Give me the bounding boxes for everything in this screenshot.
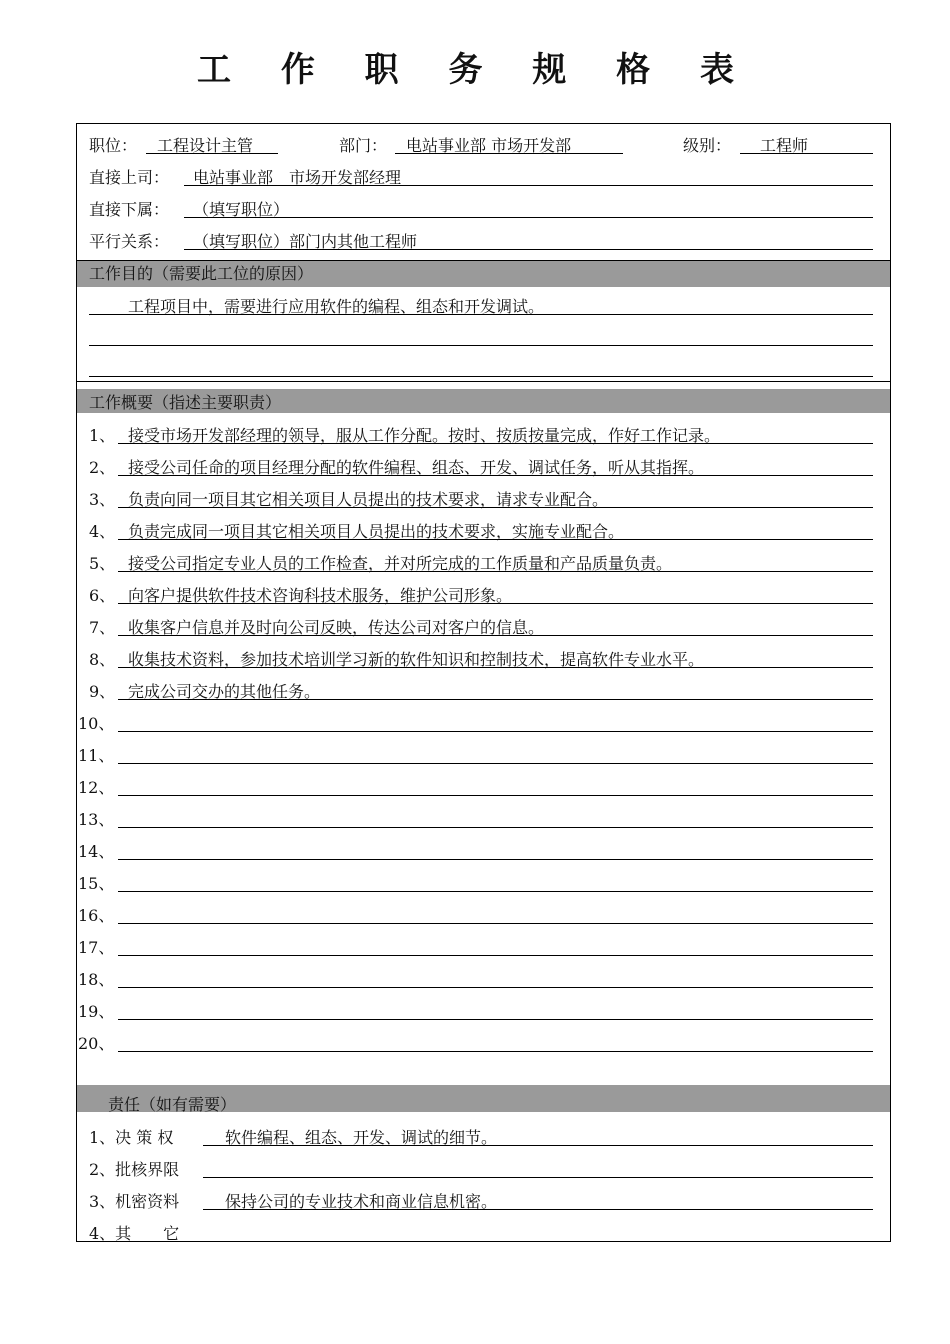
responsibility-text: 软件编程、组态、开发、调试的细节。 bbox=[225, 1128, 498, 1147]
duty-line bbox=[118, 795, 873, 796]
duty-number: 7、 bbox=[89, 618, 116, 637]
dept-value: 电站事业部 市场开发部 bbox=[406, 136, 572, 155]
duty-line bbox=[118, 987, 873, 988]
duty-line bbox=[118, 699, 873, 700]
duty-text: 负责完成同一项目其它相关项目人员提出的技术要求，实施专业配合。 bbox=[128, 522, 625, 541]
responsibility-label: 1、决 策 权 bbox=[89, 1128, 174, 1147]
duty-line bbox=[118, 571, 873, 572]
purpose-line bbox=[89, 345, 873, 346]
responsibility-label: 2、批核界限 bbox=[89, 1160, 180, 1179]
subordinate-underline bbox=[184, 217, 873, 218]
duty-number: 13、 bbox=[78, 810, 115, 829]
duty-number: 8、 bbox=[89, 650, 116, 669]
responsibility-line bbox=[203, 1177, 873, 1178]
superior-value: 电站事业部 市场开发部经理 bbox=[193, 168, 402, 187]
responsibility-label: 3、机密资料 bbox=[89, 1192, 180, 1211]
position-value: 工程设计主管 bbox=[157, 136, 254, 155]
duty-line bbox=[118, 827, 873, 828]
parallel-label: 平行关系： bbox=[89, 232, 170, 251]
responsibility-header: 责任（如有需要） bbox=[108, 1095, 237, 1114]
dept-label: 部门： bbox=[339, 136, 388, 155]
duty-number: 16、 bbox=[78, 906, 115, 925]
superior-underline bbox=[184, 185, 873, 186]
responsibility-label: 4、其 它 bbox=[89, 1224, 180, 1243]
duty-text: 收集技术资料，参加技术培训学习新的软件知识和控制技术，提高软件专业水平。 bbox=[128, 650, 705, 669]
duty-number: 3、 bbox=[89, 490, 116, 509]
duty-number: 14、 bbox=[78, 842, 115, 861]
summary-header: 工作概要（指述主要职责） bbox=[89, 393, 282, 412]
duty-number: 4、 bbox=[89, 522, 116, 541]
duty-number: 20、 bbox=[78, 1034, 115, 1053]
duty-line bbox=[118, 731, 873, 732]
duty-line bbox=[118, 539, 873, 540]
subordinate-value: （填写职位） bbox=[193, 200, 290, 219]
duty-line bbox=[118, 507, 873, 508]
duty-line bbox=[118, 1019, 873, 1020]
duty-line bbox=[118, 475, 873, 476]
dept-underline bbox=[395, 153, 623, 154]
duty-line bbox=[118, 763, 873, 764]
responsibility-line bbox=[203, 1145, 873, 1146]
parallel-value: （填写职位）部门内其他工程师 bbox=[193, 232, 418, 251]
duty-number: 1、 bbox=[89, 426, 116, 445]
duty-text: 接受公司指定专业人员的工作检查，并对所完成的工作质量和产品质量负责。 bbox=[128, 554, 673, 573]
subordinate-label: 直接下属： bbox=[89, 200, 170, 219]
duty-text: 完成公司交办的其他任务。 bbox=[128, 682, 321, 701]
duty-line bbox=[118, 667, 873, 668]
superior-label: 直接上司： bbox=[89, 168, 170, 187]
level-value: 工程师 bbox=[760, 136, 809, 155]
duty-number: 19、 bbox=[78, 1002, 115, 1021]
duty-number: 5、 bbox=[89, 554, 116, 573]
divider bbox=[76, 381, 891, 382]
duty-number: 6、 bbox=[89, 586, 116, 605]
duty-number: 11、 bbox=[78, 746, 115, 765]
duty-number: 17、 bbox=[78, 938, 115, 957]
duty-line bbox=[118, 1051, 873, 1052]
duty-line bbox=[118, 603, 873, 604]
duty-number: 10、 bbox=[78, 714, 115, 733]
purpose-line bbox=[89, 376, 873, 377]
duty-line bbox=[118, 891, 873, 892]
purpose-line bbox=[89, 314, 873, 315]
duty-text: 向客户提供软件技术咨询科技术服务，维护公司形象。 bbox=[128, 586, 513, 605]
level-label: 级别： bbox=[683, 136, 732, 155]
duty-line bbox=[118, 955, 873, 956]
responsibility-text: 保持公司的专业技术和商业信息机密。 bbox=[225, 1192, 498, 1211]
duty-number: 18、 bbox=[78, 970, 115, 989]
parallel-underline bbox=[184, 249, 873, 250]
duty-line bbox=[118, 635, 873, 636]
duty-text: 收集客户信息并及时向公司反映，传达公司对客户的信息。 bbox=[128, 618, 545, 637]
page-title: 工 作 职 务 规 格 表 bbox=[196, 50, 754, 90]
duty-line bbox=[118, 443, 873, 444]
duty-number: 9、 bbox=[89, 682, 116, 701]
responsibility-line bbox=[203, 1241, 873, 1242]
duty-text: 接受市场开发部经理的领导，服从工作分配。按时、按质按量完成，作好工作记录。 bbox=[128, 426, 721, 445]
duty-number: 15、 bbox=[78, 874, 115, 893]
position-label: 职位： bbox=[89, 136, 138, 155]
responsibility-line bbox=[203, 1209, 873, 1210]
duty-text: 接受公司任命的项目经理分配的软件编程、组态、开发、调试任务，听从其指挥。 bbox=[128, 458, 705, 477]
purpose-header: 工作目的（需要此工位的原因） bbox=[89, 264, 314, 283]
duty-line bbox=[118, 923, 873, 924]
purpose-text: 工程项目中，需要进行应用软件的编程、组态和开发调试。 bbox=[128, 297, 545, 316]
duty-number: 12、 bbox=[78, 778, 115, 797]
level-underline bbox=[740, 153, 873, 154]
duty-number: 2、 bbox=[89, 458, 116, 477]
position-underline bbox=[146, 153, 278, 154]
duty-line bbox=[118, 859, 873, 860]
duty-text: 负责向同一项目其它相关项目人员提出的技术要求，请求专业配合。 bbox=[128, 490, 609, 509]
